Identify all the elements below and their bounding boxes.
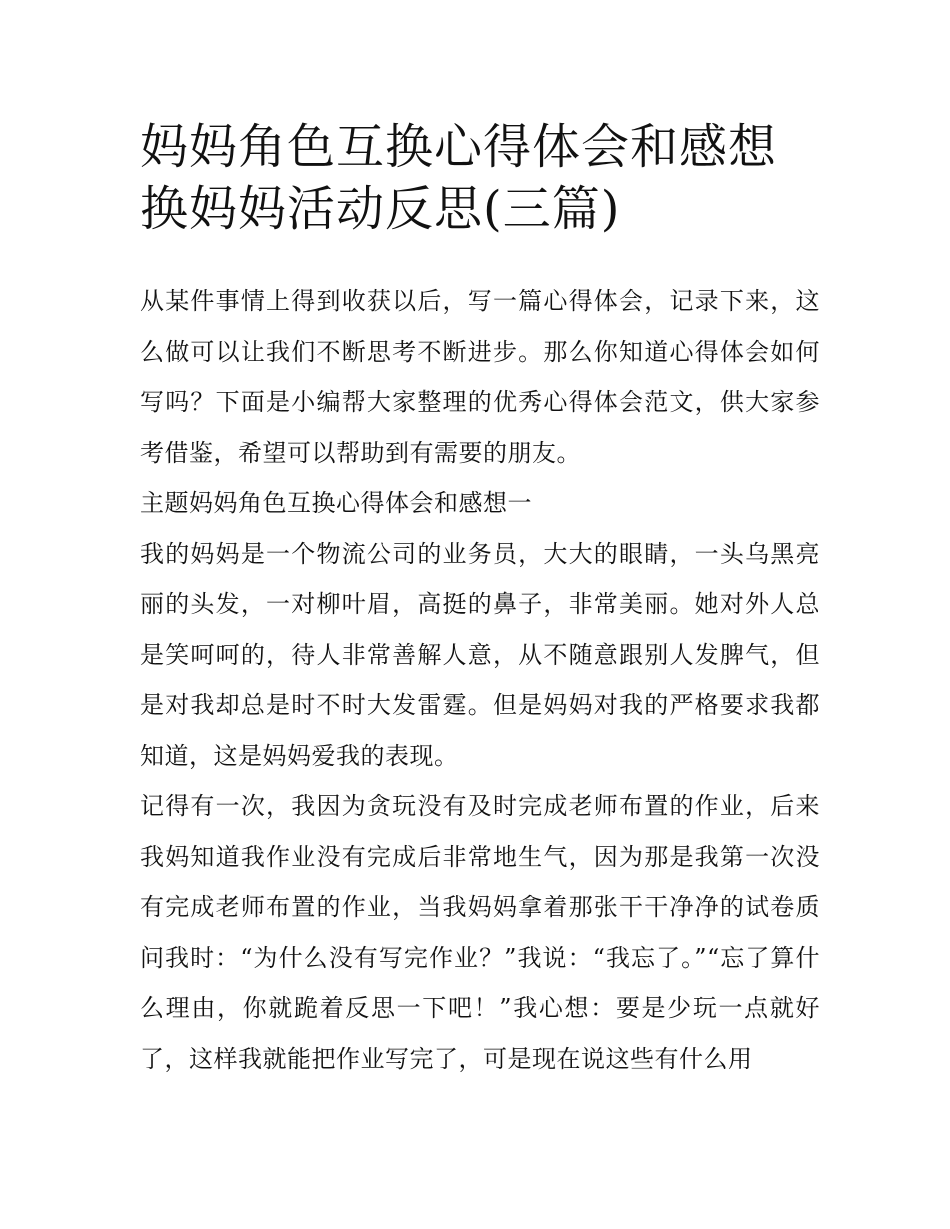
document-title: 妈妈角色互换心得体会和感想换妈妈活动反思(三篇) [140, 119, 778, 237]
section-heading: 主题妈妈角色互换心得体会和感想一 [140, 489, 532, 517]
body-paragraph: 我的妈妈是一个物流公司的业务员，大大的眼睛，一头乌黑亮丽的头发，一对柳叶眉，高挺的鼻子，非常美丽。她对外人总是笑呵呵的，待人非常善解人意，从不随意跟别人发脾气，但是对我却总是时不时大发雷霆。但是妈妈对我的严格要求我都知道，这是妈妈爱我的表现。 [140, 539, 820, 770]
body-paragraph: 记得有一次，我因为贪玩没有及时完成老师布置的作业，后来我妈知道我作业没有完成后非常地生气，因为那是我第一次没有完成老师布置的作业，当我妈妈拿着那张干干净净的试卷质问我时：“为什么没有写完作业？”我说：“我忘了。”“忘了算什么理由，你就跪着反思一下吧！”我心想：要是少玩一点就好了，这样我就能把作业写完了，可是现在说这些有什么用 [140, 792, 820, 1073]
document-body [140, 276, 820, 1084]
intro-paragraph: 从某件事情上得到收获以后，写一篇心得体会，记录下来，这么做可以让我们不断思考不断进步。那么你知道心得体会如何写吗？下面是小编帮大家整理的优秀心得体会范文，供大家参考借鉴，希望可以帮助到有需要的朋友。 [140, 287, 820, 467]
